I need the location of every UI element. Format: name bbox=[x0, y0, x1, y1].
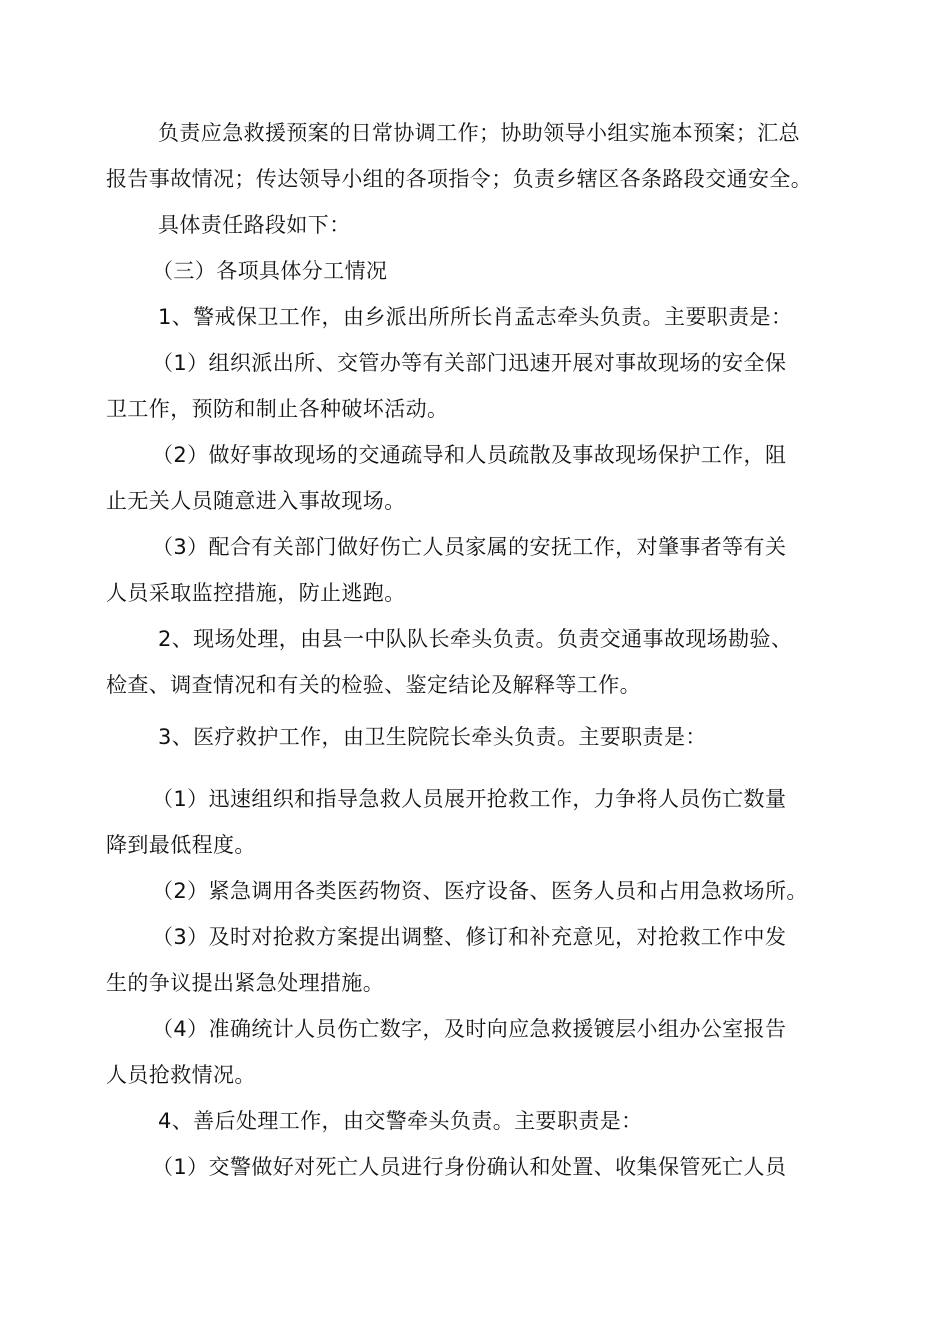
paragraph-line: 人员抢救情况。 bbox=[106, 1063, 256, 1087]
paragraph-line: 卫工作，预防和制止各种破坏活动。 bbox=[106, 397, 449, 421]
paragraph-line: 降到最低程度。 bbox=[106, 833, 256, 857]
paragraph-line: 1、警戒保卫工作，由乡派出所所长肖孟志牵头负责。主要职责是： bbox=[158, 305, 793, 329]
paragraph-line: 人员采取监控措施，防止逃跑。 bbox=[106, 581, 406, 605]
paragraph-line: （2）做好事故现场的交通疏导和人员疏散及事故现场保护工作，阻 bbox=[152, 443, 787, 467]
paragraph-line: 2、现场处理，由县一中队队长牵头负责。负责交通事故现场勘验、 bbox=[158, 627, 793, 651]
paragraph-line: 止无关人员随意进入事故现场。 bbox=[106, 489, 406, 513]
paragraph-line: 负责应急救援预案的日常协调工作；协助领导小组实施本预案；汇总 bbox=[158, 121, 800, 145]
paragraph-line: 生的争议提出紧急处理措施。 bbox=[106, 971, 385, 995]
paragraph-line: 4、善后处理工作，由交警牵头负责。主要职责是： bbox=[158, 1109, 643, 1133]
paragraph-line: （1）迅速组织和指导急救人员展开抢救工作，力争将人员伤亡数量 bbox=[152, 787, 787, 811]
paragraph-line: 3、医疗救护工作，由卫生院院长牵头负责。主要职责是： bbox=[158, 725, 707, 749]
paragraph-line: （4）准确统计人员伤亡数字，及时向应急救援镀层小组办公室报告 bbox=[152, 1017, 787, 1041]
paragraph-line: 具体责任路段如下： bbox=[158, 213, 351, 237]
paragraph-line: （2）紧急调用各类医药物资、医疗设备、医务人员和占用急救场所。 bbox=[152, 879, 808, 903]
paragraph-line: （1）交警做好对死亡人员进行身份确认和处置、收集保管死亡人员 bbox=[152, 1155, 787, 1179]
paragraph-line: 检查、调查情况和有关的检验、鉴定结论及解释等工作。 bbox=[106, 673, 641, 697]
paragraph-line: （3）配合有关部门做好伤亡人员家属的安抚工作，对肇事者等有关 bbox=[152, 535, 787, 559]
section-heading: （三）各项具体分工情况 bbox=[152, 259, 388, 283]
paragraph-line: （1）组织派出所、交管办等有关部门迅速开展对事故现场的安全保 bbox=[152, 351, 787, 375]
paragraph-line: 报告事故情况；传达领导小组的各项指令；负责乡辖区各条路段交通安全。 bbox=[106, 167, 813, 191]
paragraph-line: （3）及时对抢救方案提出调整、修订和补充意见，对抢救工作中发 bbox=[152, 925, 787, 949]
